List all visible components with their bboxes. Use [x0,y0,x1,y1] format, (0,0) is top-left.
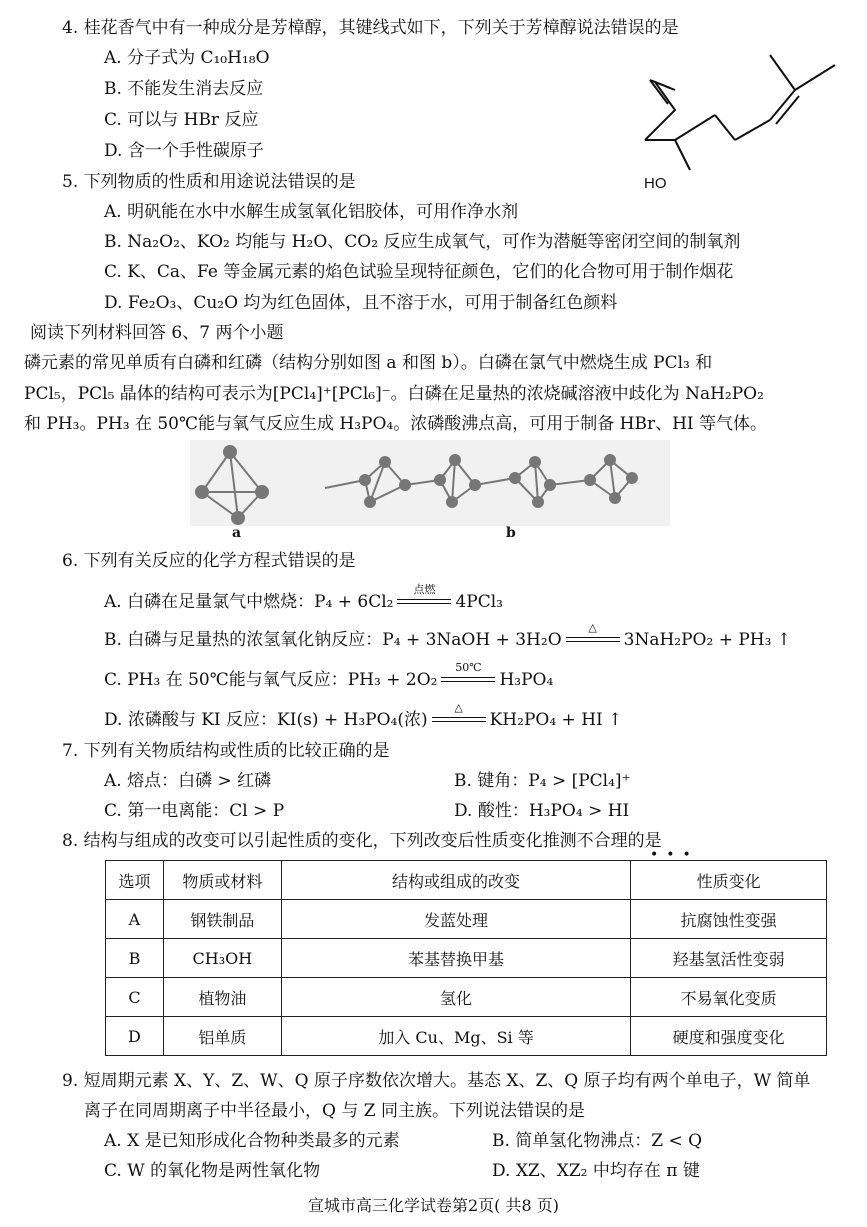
figure-b-label: b [506,525,516,540]
q9-option-a: A. X 是已知形成化合物种类最多的元素 [104,1131,400,1151]
reaction-arrow [395,583,453,607]
q5-option-c: C. K、Ca、Fe 等金属元素的焰色试验呈现特征颜色，它们的化合物可用于制作烟花 [104,262,734,282]
table-cell: D [106,1017,164,1056]
q6-b-right: 3NaH₂PO₂ + PH₃ ↑ [623,630,792,650]
phosphorus-figures [190,440,670,540]
table-cell: 氢化 [281,978,630,1017]
table-cell: 钢铁制品 [163,900,281,939]
passage-line-2: PCl₅，PCl₅ 晶体的结构可表示为[PCl₄]⁺[PCl₆]⁻。白磷在足量热的浓烧碱溶液中歧化为 NaH₂PO₂ [24,384,764,404]
q7-stem: 7. 下列有关物质结构或性质的比较正确的是 [62,741,390,761]
table-cell: A [106,900,164,939]
reaction-arrow [439,661,497,685]
passage-line-3: 和 PH₃。PH₃ 在 50℃能与氧气反应生成 H₃PO₄。浓磷酸沸点高，可用于制备 HBr、HI 等气体。 [24,414,768,434]
table-row [106,1017,827,1056]
table-header-cell: 性质变化 [631,861,827,900]
q9-stem-line-1: 9. 短周期元素 X、Y、Z、W、Q 原子序数依次增大。基态 X、Z、Q 原子均有两个单电子，W 简单 [62,1071,811,1091]
q7-option-d: D. 酸性：H₃PO₄ > HI [454,801,630,821]
figure-a-label: a [232,525,242,540]
page-footer: 宣城市高三化学试卷第2页( 共8 页) [307,1196,560,1215]
reaction-arrow [430,701,488,725]
q9-option-d: D. XZ、XZ₂ 中均存在 π 键 [492,1161,700,1181]
q5-option-b: B. Na₂O₂、KO₂ 均能与 H₂O、CO₂ 反应生成氧气，可作为潜艇等密闭空间的制氧剂 [104,232,741,252]
q7-option-c: C. 第一电离能：Cl > P [104,801,285,821]
q6-stem: 6. 下列有关反应的化学方程式错误的是 [62,551,356,571]
table-cell: 加入 Cu、Mg、Si 等 [281,1017,630,1056]
table-cell: 不易氧化变质 [631,978,827,1017]
q4-option-b: B. 不能发生消去反应 [104,79,264,99]
table-header-cell: 物质或材料 [163,861,281,900]
q6-d-right: KH₂PO₄ + HI ↑ [489,710,623,730]
q9-option-b: B. 简单氢化物沸点：Z < Q [492,1131,703,1151]
q6-d-left: D. 浓磷酸与 KI 反应：KI(s) + H₃PO₄(浓) [104,710,428,730]
q6-a-left: A. 白磷在足量氯气中燃烧：P₄ + 6Cl₂ [104,592,394,612]
table-header-cell: 结构或组成的改变 [281,861,630,900]
q6-c-left: C. PH₃ 在 50℃能与氧气反应：PH₃ + 2O₂ [104,670,438,690]
table-cell: 羟基氢活性变弱 [631,939,827,978]
q7-option-b: B. 键角：P₄ > [PCl₄]⁺ [454,771,631,791]
q9-stem-line-2: 离子在同周期离子中半径最小，Q 与 Z 同主族。下列说法错误的是 [84,1101,585,1121]
q8-stem: 8. 结构与组成的改变可以引起性质的变化，下列改变后性质变化推测不合理的是 [62,831,662,851]
q4-stem: 4. 桂花香气中有一种成分是芳樟醇，其键线式如下，下列关于芳樟醇说法错误的是 [62,18,679,38]
emphasis-dots: ••• [650,847,699,863]
q4-option-a: A. 分子式为 C₁₀H₁₈O [104,48,270,68]
hydroxyl-label: HO [644,175,667,192]
q5-option-a: A. 明矾能在水中水解生成氢氧化铝胶体，可用作净水剂 [104,202,519,222]
table-row [106,978,827,1017]
table-row [106,900,827,939]
reaction-arrow [564,621,622,645]
reaction-condition: 点燃 [413,583,436,596]
reaction-condition: △ [454,701,463,714]
table-header-cell: 选项 [106,861,164,900]
q4-option-d: D. 含一个手性碳原子 [104,141,264,161]
q6-c-right: H₃PO₄ [499,670,554,690]
q9-option-c: C. W 的氧化物是两性氧化物 [104,1161,321,1181]
table-cell: 发蓝处理 [281,900,630,939]
reaction-condition: 50℃ [455,661,482,674]
q6-option-b [104,621,792,651]
q5-option-d: D. Fe₂O₃、Cu₂O 均为红色固体，且不溶于水，可用于制备红色颜料 [104,293,618,313]
q6-a-right: 4PCl₃ [455,592,503,612]
reaction-condition: △ [588,621,597,634]
table-cell: 苯基替换甲基 [281,939,630,978]
table-cell: 植物油 [163,978,281,1017]
q6-option-c [104,661,554,691]
passage-line-1: 磷元素的常见单质有白磷和红磷（结构分别如图 a 和图 b）。白磷在氯气中燃烧生成 PCl₃ 和 [24,353,713,373]
table-cell: CH₃OH [163,939,281,978]
q7-option-a: A. 熔点：白磷 > 红磷 [104,771,272,791]
q8-table [105,860,827,1056]
table-cell: 硬度和强度变化 [631,1017,827,1056]
q6-b-left: B. 白磷与足量热的浓氢氧化钠反应：P₄ + 3NaOH + 3H₂O [104,630,562,650]
passage-heading: 阅读下列材料回答 6、7 两个小题 [30,323,284,343]
table-cell: 铝单质 [163,1017,281,1056]
q6-option-d [104,701,623,731]
table-cell: B [106,939,164,978]
table-cell: 抗腐蚀性变强 [631,900,827,939]
q6-option-a [104,583,503,613]
linalool-structure [630,40,850,200]
table-cell: C [106,978,164,1017]
table-header-row [106,861,827,900]
q4-option-c: C. 可以与 HBr 反应 [104,110,259,130]
q5-stem: 5. 下列物质的性质和用途说法错误的是 [62,172,356,192]
table-row [106,939,827,978]
